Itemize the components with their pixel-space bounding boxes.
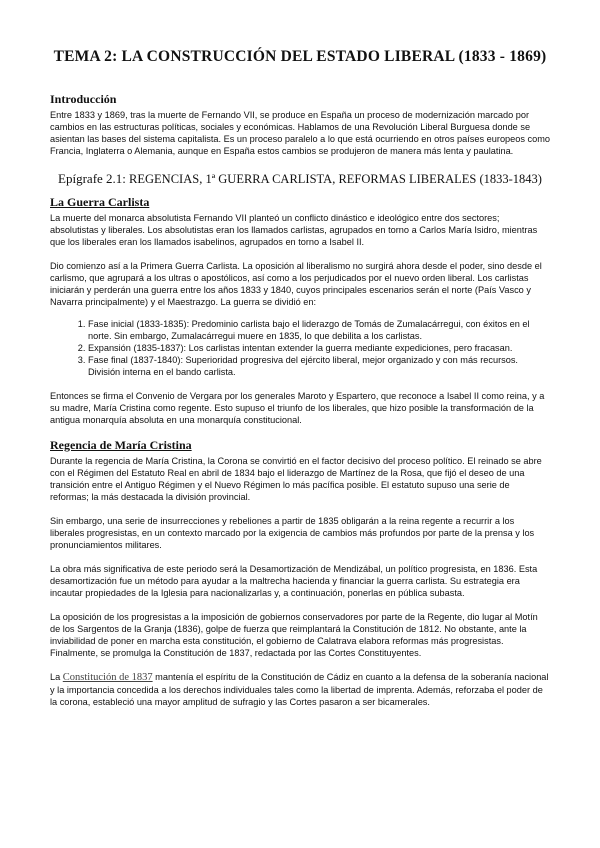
regencia-paragraph-3: La obra más significativa de este periodo será la Desamortización de Mendizábal, un político progresista, en 1836. Esta desamortización fue un método para ayudar a la maltrecha hacienda y financiar la guerra carlista. Su estrategia era incautar propiedades de la Iglesia para nacionalizarlas y, a continuación, ponerlas en pública subasta. bbox=[50, 564, 538, 598]
list-item: 3. Fase final (1837-1840): Superioridad progresiva del ejército liberal, mejor organizado y con más recursos. División interna en el bando carlista. bbox=[88, 354, 550, 378]
p5-suffix: mantenía el espíritu de la Constitución de Cádiz en cuanto a la defensa de la soberanía nacional y la importancia concedida a los derechos individuales tales como la libertad de imprenta. Además, reforzaba el poder de la corona, estableció una mayor amplitud de sufragio y las Cortes pasaron a ser bicamerales. bbox=[50, 672, 549, 707]
list-item: 2. Expansión (1835-1837): Los carlistas intentan extender la guerra mediante expediciones, pero fracasan. bbox=[88, 342, 550, 354]
intro-heading: Introducción bbox=[50, 92, 117, 106]
regencia-paragraph-5 bbox=[50, 671, 550, 708]
p5-prefix: La bbox=[50, 672, 63, 682]
epigrafe-text: REGENCIAS, 1ª GUERRA CARLISTA, REFORMAS LIBERALES (1833-1843) bbox=[129, 172, 542, 186]
regencia-paragraph-2: Sin embargo, una serie de insurrecciones y rebeliones a partir de 1835 obligarán a la reina regente a recurrir a los liberales progresistas, en un contexto marcado por la exigencia de cambios más profundos por parte de la prensa y los pronunciamientos militares. bbox=[50, 516, 535, 550]
regencia-paragraph-1: Durante la regencia de María Cristina, la Corona se convirtió en el factor decisivo del proceso político. El reinado se abre con el Régimen del Estatuto Real en abril de 1834 bajo el liderazgo de Martínez de la Rosa, que fijó el deseo de una transición entre el Antiguo Régimen y el Nuevo Régimen lo más pacífica posible. El estatuto supuso una serie de reformas; la más destacada la división provincial. bbox=[50, 456, 542, 502]
constitucion-1837-link[interactable]: Constitución de 1837 bbox=[62, 672, 153, 683]
page-title: TEMA 2: LA CONSTRUCCIÓN DEL ESTADO LIBERAL (1833 - 1869) bbox=[53, 48, 547, 65]
phases-list bbox=[50, 318, 550, 378]
epigrafe-lead: Epígrafe 2.1: bbox=[58, 171, 126, 186]
intro-paragraph: Entre 1833 y 1869, tras la muerte de Fernando VII, se produce en España un proceso de modernización marcado por cambios en las estructuras políticas, sociales y económicas. Hablamos de una Revolución Liberal Burguesa donde se asientan las bases del sistema capitalista. Es un proceso paralelo a lo que está ocurriendo en otros países europeos como Francia, Inglaterra o Alemania, aunque en España estos cambios se produjeron de manera más lenta y paulatina. bbox=[50, 110, 550, 156]
epigrafe-heading bbox=[50, 171, 550, 187]
guerra-carlista-heading: La Guerra Carlista bbox=[50, 195, 150, 209]
guerra-carlista-paragraph-1: La muerte del monarca absolutista Fernando VII planteó un conflicto dinástico e ideológico entre dos sectores; absolutistas y liberales. Los absolutistas eran los llamados carlistas, agrupados en torno a Carlos María Isidro, mientras que los liberales eran los llamados isabelinos, agrupados en torno a Isabel II. bbox=[50, 213, 538, 247]
guerra-carlista-paragraph-2: Dio comienzo así a la Primera Guerra Carlista. La oposición al liberalismo no surgirá ahora desde el poder, sino desde el carlismo, que agrupará a los ultras o apostólicos, así como a los perjudicados por el nuevo orden liberal. Los carlistas iniciarán y perderán una guerra entre los años 1833 y 1840, cuyos principales escenarios serán el norte (País Vasco y Navarra principalmente) y el Maestrazgo. La guerra se dividió en: bbox=[50, 261, 542, 307]
regencia-paragraph-4: La oposición de los progresistas a la imposición de gobiernos conservadores por parte de la Regente, dio lugar al Motín de los Sargentos de la Granja (1836), golpe de fuerza que reimplantará la Constitución de 1812. No obstante, ante la inviabilidad de poner en marcha esta constitución, el gobierno de Calatrava elabora reformas más progresistas. Finalmente, se promulga la Constitución de 1837, redactada por las Cortes Constituyentes. bbox=[50, 612, 538, 658]
regencia-heading: Regencia de María Cristina bbox=[50, 438, 192, 452]
guerra-carlista-paragraph-3: Entonces se firma el Convenio de Vergara por los generales Maroto y Espartero, que reconoce a Isabel II como reina, y a su madre, María Cristina como regente. Esto supuso el triunfo de los liberales, que hizo posible la transformación de la antigua monarquía absoluta en una monarquía constitucional. bbox=[50, 391, 545, 425]
list-item: 1. Fase inicial (1833-1835): Predominio carlista bajo el liderazgo de Tomás de Zumalacárregui, con éxitos en el norte. Sin embargo, Zumalacárregui muere en 1835, lo que debilita a los carlistas. bbox=[88, 318, 550, 342]
